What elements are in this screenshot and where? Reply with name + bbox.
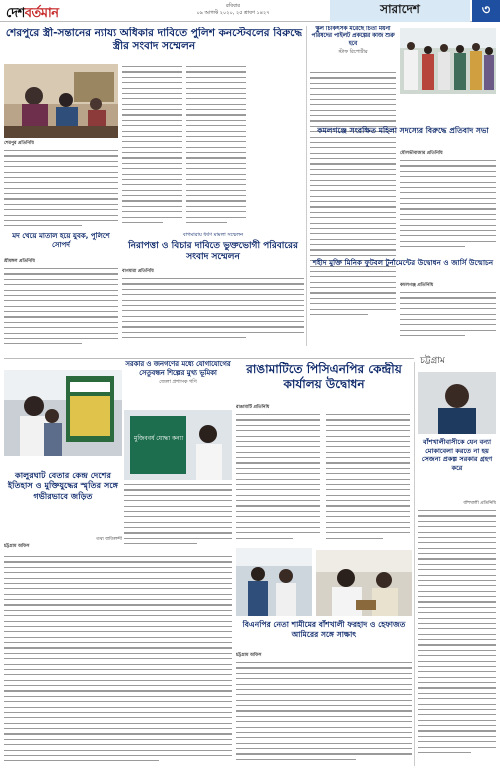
inauguration-photo-icon [236, 548, 312, 616]
story-dc-body [124, 484, 232, 552]
story-bnp-photo [316, 550, 412, 616]
story-football-byline-wrap [400, 282, 496, 290]
story-rangamati-photo [236, 548, 312, 616]
story-sherpur-body [4, 150, 118, 230]
story-drunk-byline-wrap [4, 258, 118, 266]
masthead [0, 0, 500, 22]
story-banshkhali [418, 438, 496, 498]
story-radio-body [4, 556, 232, 764]
story-radio-location: চট্টগ্রাম অফিস [4, 544, 30, 549]
story-bnp-byline-wrap [236, 652, 412, 660]
story-football [310, 258, 496, 280]
story-sherpur-body-col2 [122, 66, 182, 226]
story-bagmara-kicker: বাগমারায় ধর্ষণ মামলা সম্মেলন [182, 232, 244, 238]
story-bagmara-headline[interactable]: নিরাপত্তা ও বিচার দাবিতে ভুক্তভোগী পরিবারের সংবাদ সম্মেলন [128, 241, 298, 262]
story-school-headline[interactable]: স্কুল চিকিৎসক মরেছে চিতা ময়না পরিষদের পাইলট প্রকল্পের কাজ শুরু হবে [311, 26, 395, 47]
story-rangamati-body-col1 [236, 414, 320, 544]
story-banshkhali-byline-wrap [418, 500, 496, 508]
protest-photo-icon [400, 28, 496, 94]
story-football-byline: কমলগঞ্জ প্রতিনিধি [400, 283, 434, 288]
logo-part1: দেশ [6, 6, 25, 21]
story-rangamati [236, 362, 412, 402]
story-bnp-headline[interactable]: বিএনপির নেতা শামীমের বাঁশখালী ফরহাদ ও হেফাজত আমিরের সঙ্গে সাক্ষাৎ [242, 620, 406, 639]
story-bnp-byline: চট্টগ্রাম অফিস [236, 653, 262, 658]
page-number: ৩ [472, 0, 500, 22]
story-football-body [400, 292, 496, 344]
story-sherpur-headline[interactable]: শেরপুরে স্ত্রী-সন্তানের ন্যায্য অধিকার দাবিতে পুলিশ কনস্টেবলের বিরুদ্ধে স্ত্রীর সংবাদ সম্মেলন [5, 27, 303, 52]
story-school-body [310, 72, 396, 342]
story-sherpur-byline-wrap [4, 140, 118, 148]
story-drunk [4, 232, 118, 256]
story-bnp [236, 620, 412, 650]
story-kamalganj-headline[interactable]: কমলগঞ্জে সংরক্ষিত মহিলা সদস্যের বিরুদ্ধে প্রতিবাদ সভা [317, 126, 489, 135]
portrait-photo-icon [418, 372, 496, 434]
story-sherpur-body-col3 [186, 66, 246, 226]
story-drunk-headline[interactable]: মদ খেয়ে মাতাল হয়ে যুবক, পুলিশে সোপর্দ [12, 232, 110, 249]
story-bagmara [122, 232, 304, 268]
story-banshkhali-photo [418, 372, 496, 434]
award-photo-icon [124, 410, 232, 480]
story-sherpur-byline: শেরপুর প্রতিনিধি [4, 141, 34, 146]
section-title: সারাদেশ [330, 0, 470, 22]
story-kamalganj-body [400, 160, 496, 250]
story-radio-byline-wrap [4, 536, 122, 554]
story-rangamati-byline-wrap [236, 404, 412, 412]
story-radio-byline: তথ্য বাতিলন্দী [96, 537, 122, 542]
issue-date [168, 3, 298, 17]
story-kamalganj-byline: মৌলভীবাজার প্রতিনিধি [400, 151, 443, 156]
story-dc-inset-photo [124, 410, 232, 480]
story-radio-headline[interactable]: কালুরঘাট বেতার কেন্দ্র দেশের ইতিহাস ও মুক্তিযুদ্ধের স্মৃতির সঙ্গে গভীরভাবে জড়িত [7, 470, 119, 501]
region-divider [4, 358, 414, 359]
story-dc [124, 360, 232, 406]
story-drunk-body [4, 268, 118, 348]
meeting-photo-icon [316, 550, 412, 616]
issue-full-date: ০৯ আগস্ট ২০২০, ২৫ শ্রাবণ ১৪২৭ [196, 10, 270, 16]
story-kamalganj [310, 126, 496, 148]
story-rangamati-byline: রাঙামাটি প্রতিনিধি [236, 405, 270, 410]
logo-part2: বর্তমান [24, 6, 59, 21]
story-rangamati-headline[interactable]: রাঙামাটিতে পিসিএনপির কেন্দ্রীয় কার্যালয় উদ্বোধন [246, 362, 402, 391]
newspaper-logo[interactable] [6, 4, 59, 25]
story-bagmara-byline: বাগমারা প্রতিনিধি [122, 269, 154, 274]
story-banshkhali-headline[interactable]: বাঁশখালীবাসীকে যেন বন্যা মোকাবেলা করতে না হয় সেজন্য প্রকল্প সরকার গ্রহণ করে [421, 438, 493, 472]
story-banshkhali-body [418, 510, 496, 764]
story-school [310, 26, 396, 70]
story-dc-sub: জেলা প্রশাসক গণি [159, 379, 197, 386]
story-football-headline[interactable]: শহীদ মুক্তি মিনিক ফুটবল টুর্নামেন্টের উদ্বোধন ও জার্সি উন্মোচন [312, 258, 494, 267]
story-bagmara-body [122, 278, 304, 348]
column-divider [306, 26, 307, 346]
poster-text: মুজিববর্ষ যোদ্ধা কন্যা [134, 435, 184, 442]
story-sherpur [4, 27, 304, 63]
story-radio [4, 470, 122, 534]
story-bagmara-byline-wrap [122, 268, 304, 276]
story-sherpur-photo [4, 64, 118, 138]
story-drunk-byline: শ্রীমঙ্গল প্রতিনিধি [4, 259, 35, 264]
region-label: চট্টগ্রাম [420, 356, 445, 366]
story-kamalganj-photo [400, 28, 496, 94]
issue-day: রবিবার [226, 3, 240, 9]
story-dc-photo [4, 370, 122, 456]
story-kamalganj-byline-wrap [400, 150, 496, 158]
story-bnp-body [236, 662, 412, 764]
column-divider-lower [414, 362, 415, 766]
story-school-byline: স্টাফ রিপোর্টার [338, 49, 368, 56]
officials-photo-icon [4, 370, 122, 456]
press-conference-photo-icon [4, 64, 118, 138]
story-dc-headline[interactable]: সরকার ও জনগণের মধ্যে যোগাযোগের সেতুবন্ধন শিল্পের মুখ্য ভূমিকা [125, 360, 231, 377]
story-rangamati-body-col2 [326, 414, 410, 544]
story-banshkhali-byline: বাঁশখালী প্রতিনিধি [463, 501, 496, 506]
